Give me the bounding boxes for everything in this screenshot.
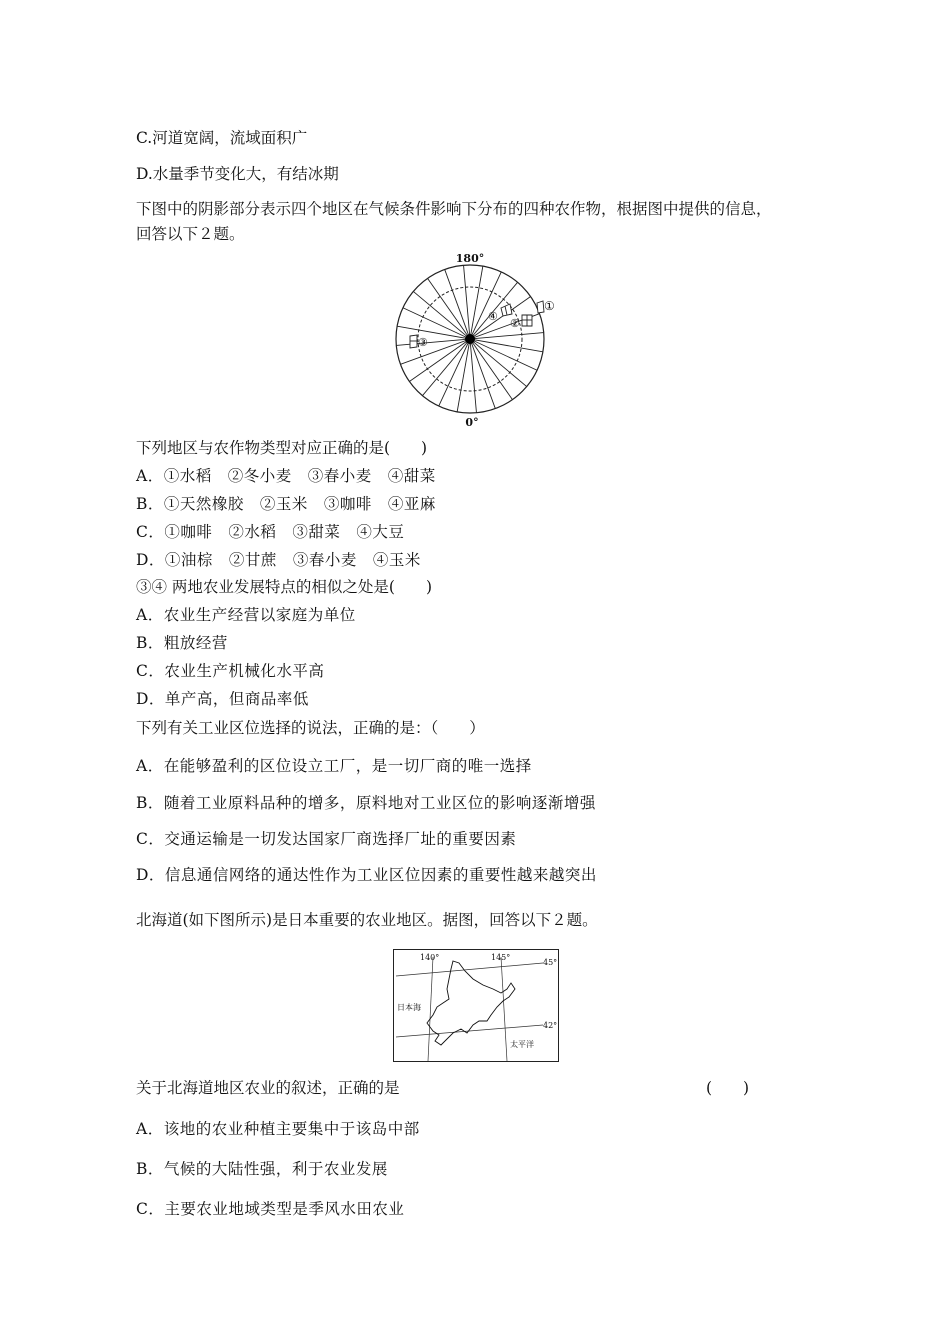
q1-option-c: C．①咖啡 ②水稻 ③甜菜 ④大豆: [136, 523, 405, 541]
map-lon-145: 145°: [491, 953, 511, 962]
q2-option-d: D．单产高，但商品率低: [136, 690, 309, 708]
map-lat-45: 45°: [543, 958, 558, 967]
q4-stem: 关于北海道地区农业的叙述，正确的是: [136, 1079, 400, 1097]
marker-1: ①: [544, 299, 555, 313]
map-sea-label: 日本海: [397, 1003, 421, 1012]
q4-option-a: A．该地的农业种植主要集中于该岛中部: [136, 1120, 420, 1138]
q1-option-b: B．①天然橡胶 ②玉米 ③咖啡 ④亚麻: [136, 495, 436, 513]
q2-option-c: C．农业生产机械化水平高: [136, 662, 325, 680]
q4-option-b: B．气候的大陆性强，利于农业发展: [136, 1160, 388, 1178]
polar-crop-figure: [386, 248, 556, 428]
marker-3: ③: [418, 336, 428, 349]
crop-region-4: [501, 304, 512, 316]
q3-option-c: C．交通运输是一切发达国家厂商选择厂址的重要因素: [136, 830, 517, 848]
polar-bottom-label: 0°: [465, 416, 479, 428]
crop-region-1: [537, 301, 544, 313]
q3-option-a: A．在能够盈利的区位设立工厂，是一切厂商的唯一选择: [136, 757, 532, 775]
hokkaido-intro: 北海道(如下图所示)是日本重要的农业地区。据图，回答以下２题。: [136, 911, 598, 929]
q2-option-b: B．粗放经营: [136, 634, 228, 652]
marker-2: ②: [510, 317, 520, 330]
option-c-text: C.河道宽阔，流域面积广: [136, 129, 308, 147]
crop-region-3: [410, 335, 417, 348]
q1-option-a: A．①水稻 ②冬小麦 ③春小麦 ④甜菜: [136, 467, 436, 485]
q2-stem: ③④ 两地农业发展特点的相似之处是( ): [136, 578, 433, 596]
option-d-text: D.水量季节变化大，有结冰期: [136, 165, 339, 183]
map-ocean-label: 太平洋: [510, 1040, 534, 1049]
q3-option-d: D．信息通信网络的通达性作为工业区位因素的重要性越来越突出: [136, 866, 597, 884]
map-lon-140: 140°: [420, 953, 440, 962]
question-intro-cont: 回答以下２题。: [136, 225, 245, 243]
q1-stem: 下列地区与农作物类型对应正确的是( ): [136, 439, 428, 457]
polar-top-label: 180°: [455, 252, 485, 265]
question-intro: 下图中的阴影部分表示四个地区在气候条件影响下分布的四种农作物，根据图中提供的信息，: [136, 200, 772, 218]
hokkaido-map: [393, 949, 559, 1063]
q4-answer-bracket: ( ): [706, 1079, 750, 1097]
q3-stem: 下列有关工业区位选择的说法，正确的是：（ ）: [136, 719, 485, 737]
q3-option-b: B．随着工业原料品种的增多，原料地对工业区位的影响逐渐增强: [136, 794, 596, 812]
q4-option-c: C．主要农业地域类型是季风水田农业: [136, 1200, 405, 1218]
q2-option-a: A．农业生产经营以家庭为单位: [136, 606, 356, 624]
crop-region-2: [522, 315, 532, 326]
q1-option-d: D．①油棕 ②甘蔗 ③春小麦 ④玉米: [136, 551, 421, 569]
map-lat-42: 42°: [543, 1021, 558, 1030]
marker-4: ④: [488, 310, 498, 323]
